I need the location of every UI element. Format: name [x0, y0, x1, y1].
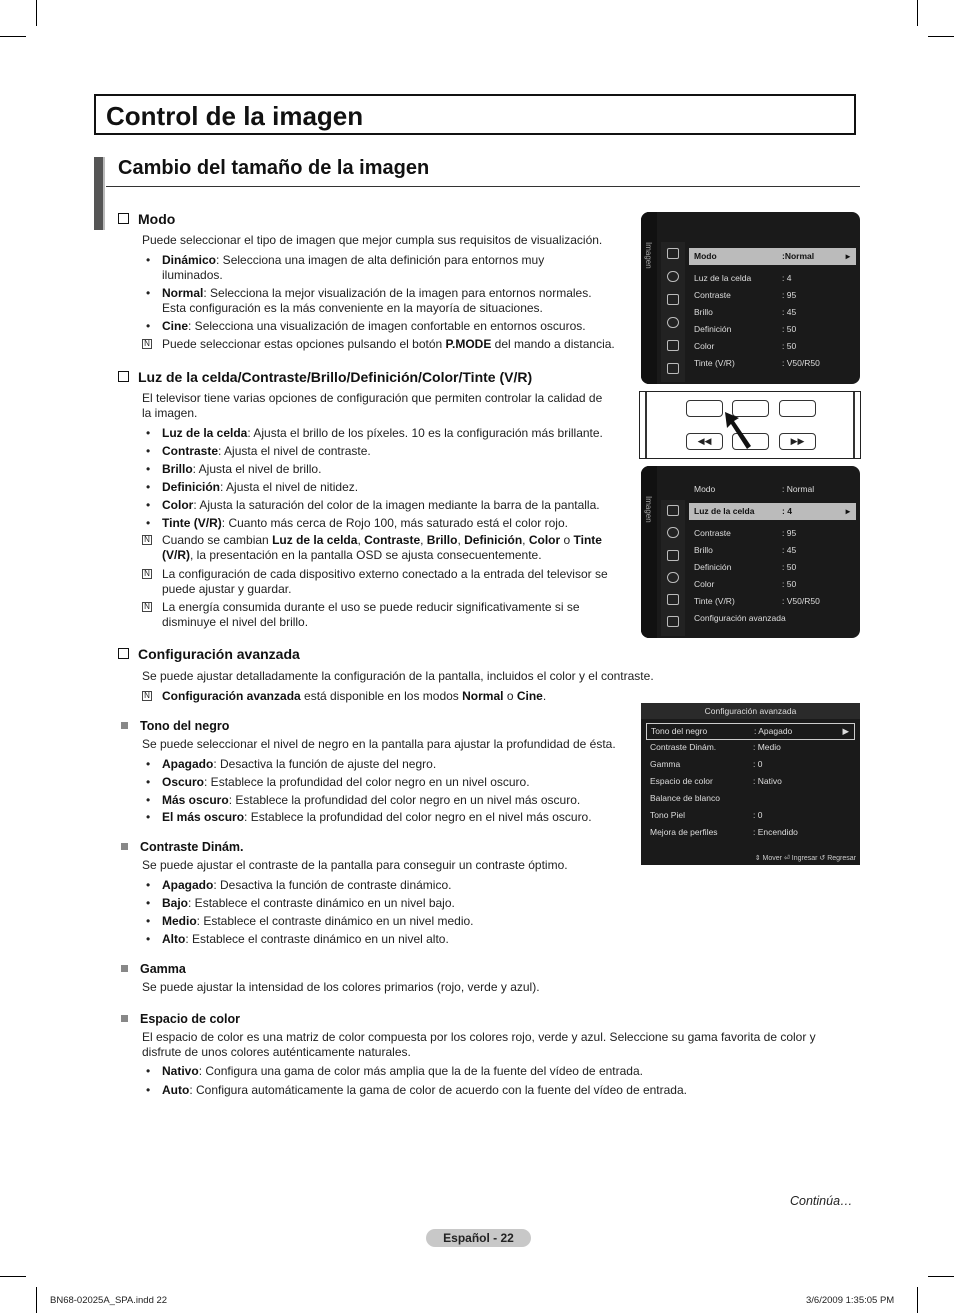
list-item: • Luz de la celda: Ajusta el brillo de los píxeles. 10 es la configuración más brillante. — [146, 426, 603, 440]
osd-picture-menu — [641, 212, 860, 384]
channel-icon — [667, 550, 679, 561]
gear-icon — [667, 572, 679, 583]
osd-row[interactable]: Configuración avanzada — [694, 613, 786, 623]
note: N Cuando se cambian Luz de la celda, Contraste, Brillo, Definición, Color o Tinte (V/R), la presentación en la pantalla OSD se ajusta consecuentemente. — [162, 533, 632, 563]
osd-row[interactable]: Contraste Dinám. : Medio — [650, 742, 781, 752]
espacio-intro: El espacio de color es una matriz de color compuesta por los colores rojo, verde y azul. Seleccione su gama favorita de color y disfrute de unos colores auténticamente naturales. — [142, 1030, 816, 1059]
note: N Configuración avanzada está disponible en los modos Normal o Cine. — [162, 689, 632, 704]
fast-forward-button[interactable]: ▶▶ — [779, 433, 816, 450]
osd-row[interactable]: Modo : Normal — [694, 484, 815, 494]
osd-row-luz[interactable]: Luz de la celda : 4 ▸ — [689, 503, 856, 520]
remote-button[interactable] — [686, 400, 723, 417]
sound-icon — [667, 271, 679, 282]
modo-intro: Puede seleccionar el tipo de imagen que mejor cumpla sus requisitos de visualización. — [142, 233, 603, 247]
osd-row[interactable]: Color : 50 — [694, 341, 797, 351]
square-bullet-icon — [121, 722, 128, 729]
channel-icon — [667, 294, 679, 305]
list-item: • Nativo: Configura una gama de color más amplia que la de la fuente del vídeo de entrada. — [146, 1064, 643, 1078]
note-icon: N — [142, 535, 152, 545]
config-heading: Configuración avanzada — [118, 646, 300, 662]
list-item: • Contraste: Ajusta el nivel de contraste. — [146, 444, 371, 458]
osd-row[interactable]: Definición : 50 — [694, 324, 797, 334]
list-item: • Medio: Establece el contraste dinámico en un nivel medio. — [146, 914, 474, 928]
osd-side-label: Imagen — [644, 242, 653, 269]
list-item: • Auto: Configura automáticamente la gama de color de acuerdo con la fuente del vídeo de entrada. — [146, 1083, 687, 1097]
list-item: • Apagado: Desactiva la función de ajuste del negro. — [146, 757, 437, 771]
section-bar — [94, 157, 103, 230]
crop-mark — [36, 0, 37, 26]
list-item: • Bajo: Establece el contraste dinámico en un nivel bajo. — [146, 896, 455, 910]
list-item: • El más oscuro: Establece la profundidad del color negro en el nivel más oscuro. — [146, 810, 592, 824]
osd-row[interactable]: Gamma : 0 — [650, 759, 763, 769]
modo-heading: Modo — [118, 211, 175, 227]
note: N Puede seleccionar estas opciones pulsando el botón P.MODE del mando a distancia. — [162, 337, 637, 352]
osd-row[interactable]: Contraste : 95 — [694, 290, 797, 300]
gamma-intro: Se puede ajustar la intensidad de los colores primarios (rojo, verde y azul). — [142, 980, 540, 994]
note-icon: N — [142, 602, 152, 612]
square-bullet-icon — [121, 843, 128, 850]
checkbox-icon — [118, 213, 129, 224]
list-item: • Más oscuro: Establece la profundidad del color negro en un nivel más oscuro. — [146, 793, 581, 807]
app-icon — [667, 616, 679, 627]
config-intro: Se puede ajustar detalladamente la configuración de la pantalla, incluidos el color y el contraste. — [142, 669, 654, 683]
espacio-heading: Espacio de color — [142, 1012, 240, 1026]
crop-mark — [928, 36, 954, 37]
osd-picture-menu-cell — [641, 466, 860, 638]
page-title-box — [94, 94, 856, 135]
crop-mark — [917, 1287, 918, 1313]
crop-mark — [928, 1276, 954, 1277]
picture-icon — [667, 505, 679, 516]
remote-button[interactable] — [779, 400, 816, 417]
note-icon: N — [142, 569, 152, 579]
list-item: • Dinámico: Selecciona una imagen de alta definición para entornos muy iluminados. — [146, 253, 545, 282]
sound-icon — [667, 527, 679, 538]
list-item: • Oscuro: Establece la profundidad del color negro en un nivel oscuro. — [146, 775, 530, 789]
input-icon — [667, 340, 679, 351]
crop-mark — [0, 36, 26, 37]
gamma-heading: Gamma — [142, 962, 188, 976]
section-title: Cambio del tamaño de la imagen — [118, 157, 430, 179]
crop-mark — [917, 0, 918, 26]
list-item: • Apagado: Desactiva la función de contraste dinámico. — [146, 878, 452, 892]
osd-row[interactable]: Tono Piel : 0 — [650, 810, 763, 820]
crop-mark — [36, 1287, 37, 1313]
osd-side-label: Imagen — [644, 496, 653, 523]
section-divider — [106, 186, 860, 187]
luz-intro: El televisor tiene varias opciones de configuración que permiten controlar la calidad de la imagen. — [142, 391, 603, 420]
osd-advanced-settings — [641, 703, 860, 865]
note-icon: N — [142, 339, 152, 349]
osd-row[interactable]: Definición : 50 — [694, 562, 797, 572]
note: N La configuración de cada dispositivo externo conectado a la entrada del televisor se puede ajustar y guardar. — [162, 567, 632, 597]
print-footer-left: BN68-02025A_SPA.indd 22 — [50, 1295, 168, 1306]
tono-heading: Tono del negro — [142, 719, 229, 733]
crop-mark — [0, 1276, 26, 1277]
osd-row[interactable]: Balance de blanco — [650, 793, 720, 803]
list-item: • Color: Ajusta la saturación del color de la imagen mediante la barra de la pantalla. — [146, 498, 600, 512]
arrow-right-icon: ▸ — [845, 251, 850, 261]
remote-illustration — [639, 391, 861, 459]
print-footer-right: 3/6/2009 1:35:05 PM — [806, 1295, 895, 1306]
contraste-heading: Contraste Dinám. — [142, 840, 244, 854]
square-bullet-icon — [121, 1015, 128, 1022]
osd-row[interactable]: Contraste : 95 — [694, 528, 797, 538]
osd-row[interactable]: Mejora de perfiles : Encendido — [650, 827, 798, 837]
osd-row[interactable]: Luz de la celda : 4 — [694, 273, 792, 283]
continued-label: Continúa… — [790, 1194, 853, 1208]
osd-footer-help: ⇕ Mover ⏎ Ingresar ↺ Regresar — [754, 855, 856, 862]
osd-row-tono[interactable]: Tono del negro : Apagado ▶ — [646, 723, 855, 740]
note-icon: N — [142, 691, 152, 701]
pointer-arrow-icon — [725, 412, 765, 452]
arrow-right-icon: ▸ — [845, 506, 850, 516]
input-icon — [667, 594, 679, 605]
list-item: • Normal: Selecciona la mejor visualización de la imagen para entornos normales. Esta configuración es la más conveniente en la mayoría de situaciones. — [146, 286, 592, 315]
osd-row[interactable]: Tinte (V/R) : V50/R50 — [694, 358, 820, 368]
osd-header: Configuración avanzada — [641, 703, 860, 719]
osd-row[interactable]: Brillo : 45 — [694, 545, 797, 555]
rewind-button[interactable]: ◀◀ — [686, 433, 723, 450]
osd-row[interactable]: Color : 50 — [694, 579, 797, 589]
list-item: • Alto: Establece el contraste dinámico en un nivel alto. — [146, 932, 449, 946]
checkbox-icon — [118, 648, 129, 659]
list-item: • Tinte (V/R): Cuanto más cerca de Rojo 100, más saturado está el color rojo. — [146, 516, 568, 530]
osd-row[interactable]: Tinte (V/R) : V50/R50 — [694, 596, 820, 606]
app-icon — [667, 363, 679, 374]
checkbox-icon — [118, 371, 129, 382]
gear-icon — [667, 317, 679, 328]
square-bullet-icon — [121, 965, 128, 972]
osd-row-modo[interactable]: Modo :Normal ▸ — [689, 248, 856, 265]
luz-heading: Luz de la celda/Contraste/Brillo/Definición/Color/Tinte (V/R) — [118, 369, 532, 385]
contraste-intro: Se puede ajustar el contraste de la pantalla para conseguir un contraste óptimo. — [142, 858, 568, 872]
osd-row[interactable]: Brillo : 45 — [694, 307, 797, 317]
osd-row[interactable]: Espacio de color : Nativo — [650, 776, 782, 786]
arrow-right-icon: ▶ — [842, 726, 849, 736]
page-number: Español - 22 — [426, 1229, 531, 1247]
section-bar-accent — [103, 157, 105, 230]
list-item: • Definición: Ajusta el nivel de nitidez. — [146, 480, 359, 494]
tono-intro: Se puede seleccionar el nivel de negro en la pantalla para ajustar la profundidad de ésta. — [142, 737, 616, 751]
list-item: • Brillo: Ajusta el nivel de brillo. — [146, 462, 322, 476]
picture-icon — [667, 248, 679, 259]
list-item: • Cine: Selecciona una visualización de imagen confortable en entornos oscuros. — [146, 319, 586, 333]
page-title: Control de la imagen — [106, 101, 364, 131]
note: N La energía consumida durante el uso se puede reducir significativamente si se disminuye el nivel del brillo. — [162, 600, 632, 630]
